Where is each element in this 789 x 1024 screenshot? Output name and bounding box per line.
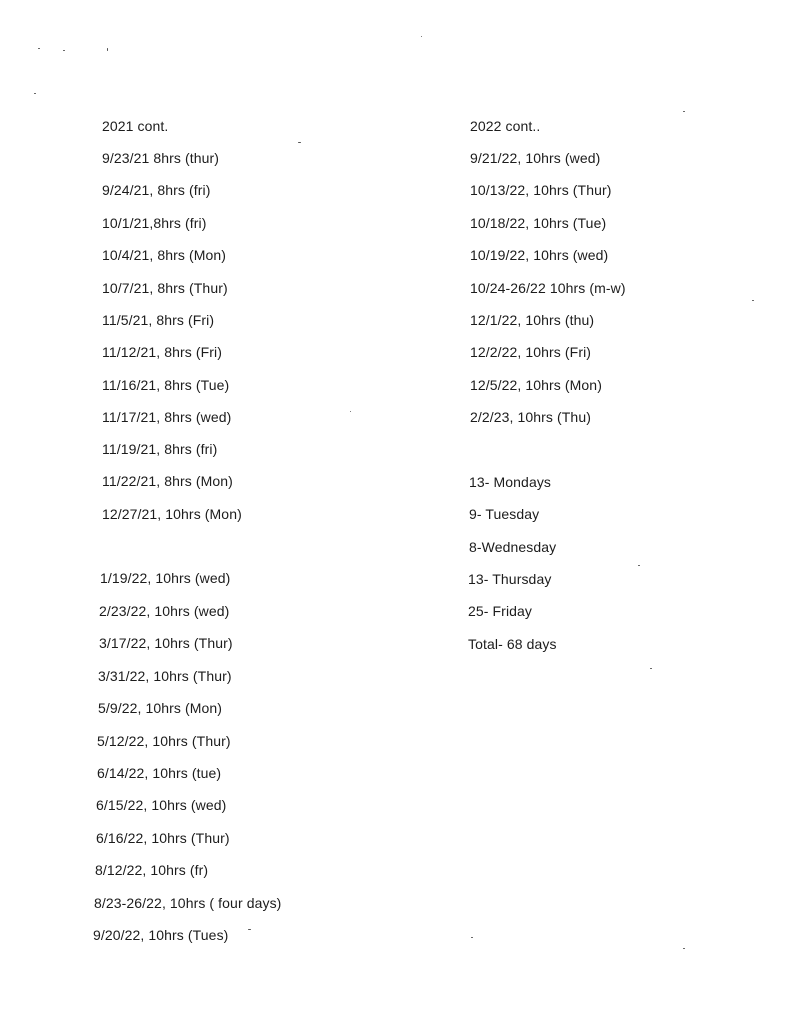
list-item: 11/16/21, 8hrs (Tue) — [102, 377, 230, 393]
list-item: 8/12/22, 10hrs (fr) — [95, 862, 209, 878]
list-item: 10/24-26/22 10hrs (m-w) — [470, 280, 626, 296]
list-item: 11/17/21, 8hrs (wed) — [102, 409, 232, 425]
list-item: 11/5/21, 8hrs (Fri) — [102, 312, 215, 328]
list-item: 10/7/21, 8hrs (Thur) — [102, 280, 228, 296]
list-item: 8/23-26/22, 10hrs ( four days) — [94, 895, 282, 911]
list-item: 6/16/22, 10hrs (Thur) — [96, 830, 230, 846]
list-item: 9/20/22, 10hrs (Tues) — [93, 927, 229, 943]
summary-item: 25- Friday — [468, 603, 533, 619]
scan-speck — [421, 36, 422, 37]
scan-speck — [38, 48, 40, 49]
list-item: 12/2/22, 10hrs (Fri) — [470, 344, 592, 360]
scan-speck — [471, 937, 473, 938]
scan-speck — [752, 300, 754, 301]
scan-speck — [638, 565, 640, 566]
list-item: 12/5/22, 10hrs (Mon) — [470, 377, 602, 393]
list-item: 10/18/22, 10hrs (Tue) — [470, 215, 607, 231]
summary-item: 13- Thursday — [468, 571, 552, 587]
summary-total: Total- 68 days — [468, 636, 557, 652]
scan-speck — [298, 142, 301, 143]
list-item: 5/9/22, 10hrs (Mon) — [98, 700, 223, 716]
list-item: 3/17/22, 10hrs (Thur) — [99, 635, 233, 651]
list-item: 12/1/22, 10hrs (thu) — [470, 312, 595, 328]
summary-item: 9- Tuesday — [469, 506, 540, 522]
list-item: 11/19/21, 8hrs (fri) — [102, 441, 218, 457]
list-item: 6/15/22, 10hrs (wed) — [96, 797, 227, 813]
list-item: 6/14/22, 10hrs (tue) — [97, 765, 222, 781]
list-item: 1/19/22, 10hrs (wed) — [100, 570, 231, 586]
list-item: 5/12/22, 10hrs (Thur) — [97, 733, 231, 749]
scan-speck — [650, 668, 652, 669]
list-item: 11/12/21, 8hrs (Fri) — [102, 344, 223, 360]
summary-item: 8-Wednesday — [469, 539, 557, 555]
list-item: 10/4/21, 8hrs (Mon) — [102, 247, 227, 263]
list-item: 10/13/22, 10hrs (Thur) — [470, 182, 612, 198]
list-item: 11/22/21, 8hrs (Mon) — [102, 473, 233, 489]
list-item: 3/31/22, 10hrs (Thur) — [98, 668, 232, 684]
list-item: 12/27/21, 10hrs (Mon) — [102, 506, 242, 522]
scan-speck — [63, 50, 65, 51]
list-item: 2/23/22, 10hrs (wed) — [99, 603, 230, 619]
scan-speck — [683, 111, 685, 112]
right-column-heading: 2022 cont.. — [470, 118, 541, 134]
scan-speck — [683, 948, 685, 949]
list-item: 10/1/21,8hrs (fri) — [102, 215, 207, 231]
list-item: 2/2/23, 10hrs (Thu) — [470, 409, 591, 425]
scan-speck — [248, 929, 251, 930]
scan-speck — [34, 93, 36, 94]
list-item: 9/23/21 8hrs (thur) — [102, 150, 220, 166]
list-item: 10/19/22, 10hrs (wed) — [470, 247, 609, 263]
scan-speck — [350, 411, 351, 412]
left-column-heading: 2021 cont. — [102, 118, 169, 134]
list-item: 9/24/21, 8hrs (fri) — [102, 182, 211, 198]
list-item: 9/21/22, 10hrs (wed) — [470, 150, 601, 166]
scan-speck — [107, 48, 108, 51]
summary-item: 13- Mondays — [469, 474, 552, 490]
